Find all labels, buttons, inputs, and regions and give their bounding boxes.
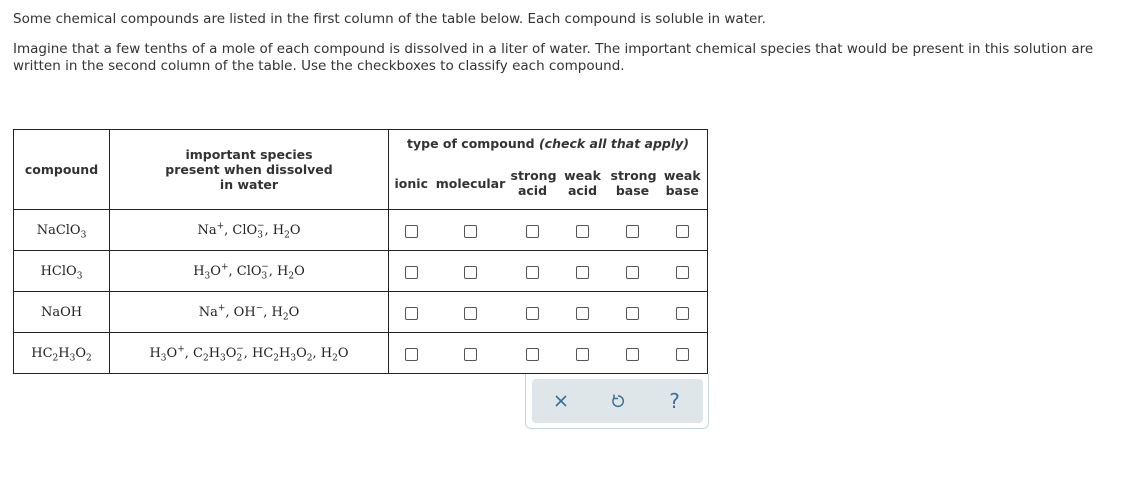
checkbox-weak-acid[interactable] (576, 266, 589, 279)
checkbox-cell (658, 251, 708, 292)
header-weak-base-label: weak base (663, 168, 701, 199)
species-cell: Na+, OH−, $H_2O$ (110, 292, 389, 333)
checkbox-strong-base[interactable] (626, 307, 639, 320)
help-icon: ? (669, 389, 680, 413)
checkbox-cell (608, 251, 658, 292)
help-button[interactable] (660, 386, 690, 416)
checkbox-cell (508, 333, 558, 374)
answer-toolbar (525, 374, 709, 429)
checkbox-weak-base[interactable] (676, 307, 689, 320)
compound-cell: NaClO$_3$ (14, 210, 110, 251)
instructions (13, 11, 1143, 88)
checkbox-cell (608, 333, 658, 374)
checkbox-cell (658, 210, 708, 251)
checkbox-cell (434, 292, 508, 333)
header-weak-base (658, 158, 708, 210)
checkbox-cell (389, 210, 434, 251)
instructions-paragraph-2: Imagine that a few tenths of a mole of each compound is dissolved in a liter of water. The important chemical species that would be present in this solution are written in the second column of the table. Use the checkboxes to classify each compound. (13, 41, 1094, 74)
checkbox-cell (558, 292, 608, 333)
undo-button[interactable] (603, 386, 633, 416)
header-molecular: molecular (434, 158, 508, 210)
checkbox-cell (508, 292, 558, 333)
header-strong-base-label: strong base (610, 168, 657, 199)
header-compound-label: compound (24, 162, 99, 177)
checkbox-molecular[interactable] (464, 266, 477, 279)
checkbox-cell (508, 251, 558, 292)
checkbox-cell (658, 333, 708, 374)
instructions-paragraph-1: Some chemical compounds are listed in the first column of the table below. Each compound is soluble in water. (13, 11, 766, 27)
header-strong-base (608, 158, 658, 210)
classification-table (13, 129, 708, 374)
compound-cell: NaOH (14, 292, 110, 333)
species-cell: $H_3O^+$, ClO$_3$−, $H_2O$ (110, 251, 389, 292)
table-row (14, 251, 708, 292)
header-strong-acid (508, 158, 558, 210)
checkbox-strong-acid[interactable] (526, 225, 539, 238)
header-weak-acid-label: weak acid (564, 168, 601, 199)
table-row (14, 210, 708, 251)
checkbox-cell (434, 251, 508, 292)
header-type-note: (check all that apply) (538, 136, 689, 152)
checkbox-strong-base[interactable] (626, 266, 639, 279)
species-cell: $H_3O^+$, $C_2H_3O_2^-$, $HC_2H_3O_2$, $H_2O$ (110, 333, 389, 374)
checkbox-strong-acid[interactable] (526, 266, 539, 279)
answer-toolbar-inner (532, 379, 703, 423)
checkbox-ionic[interactable] (405, 266, 418, 279)
checkbox-weak-acid[interactable] (576, 307, 589, 320)
close-icon (554, 394, 568, 408)
checkbox-cell (389, 333, 434, 374)
checkbox-strong-acid[interactable] (526, 348, 539, 361)
checkbox-ionic[interactable] (405, 348, 418, 361)
header-compound (14, 130, 110, 210)
header-weak-acid (558, 158, 608, 210)
checkbox-cell (608, 292, 658, 333)
checkbox-ionic[interactable] (405, 307, 418, 320)
checkbox-weak-base[interactable] (676, 225, 689, 238)
checkbox-strong-acid[interactable] (526, 307, 539, 320)
checkbox-molecular[interactable] (464, 348, 477, 361)
clear-button[interactable] (546, 386, 576, 416)
checkbox-weak-acid[interactable] (576, 225, 589, 238)
checkbox-cell (434, 333, 508, 374)
checkbox-weak-base[interactable] (676, 348, 689, 361)
checkbox-cell (508, 210, 558, 251)
header-ionic: ionic (389, 158, 434, 210)
checkbox-strong-base[interactable] (626, 225, 639, 238)
checkbox-molecular[interactable] (464, 307, 477, 320)
checkbox-cell (558, 210, 608, 251)
checkbox-cell (389, 251, 434, 292)
header-type-label: type of compound (407, 136, 535, 152)
header-species (110, 130, 389, 210)
header-strong-acid-label: strong acid (510, 168, 557, 199)
checkbox-molecular[interactable] (464, 225, 477, 238)
checkbox-cell (558, 333, 608, 374)
checkbox-cell (658, 292, 708, 333)
table-row (14, 292, 708, 333)
checkbox-strong-base[interactable] (626, 348, 639, 361)
compound-cell: $HC_2H_3O_2$ (14, 333, 110, 374)
undo-icon (610, 393, 626, 409)
header-species-label: important species present when dissolved in water (165, 147, 333, 192)
species-cell: Na+, ClO$_3$−, $H_2O$ (110, 210, 389, 251)
checkbox-cell (434, 210, 508, 251)
header-type (389, 130, 708, 158)
compound-cell: HClO$_3$ (14, 251, 110, 292)
table-row (14, 333, 708, 374)
checkbox-cell (608, 210, 658, 251)
checkbox-cell (389, 292, 434, 333)
checkbox-weak-base[interactable] (676, 266, 689, 279)
checkbox-ionic[interactable] (405, 225, 418, 238)
checkbox-cell (558, 251, 608, 292)
checkbox-weak-acid[interactable] (576, 348, 589, 361)
